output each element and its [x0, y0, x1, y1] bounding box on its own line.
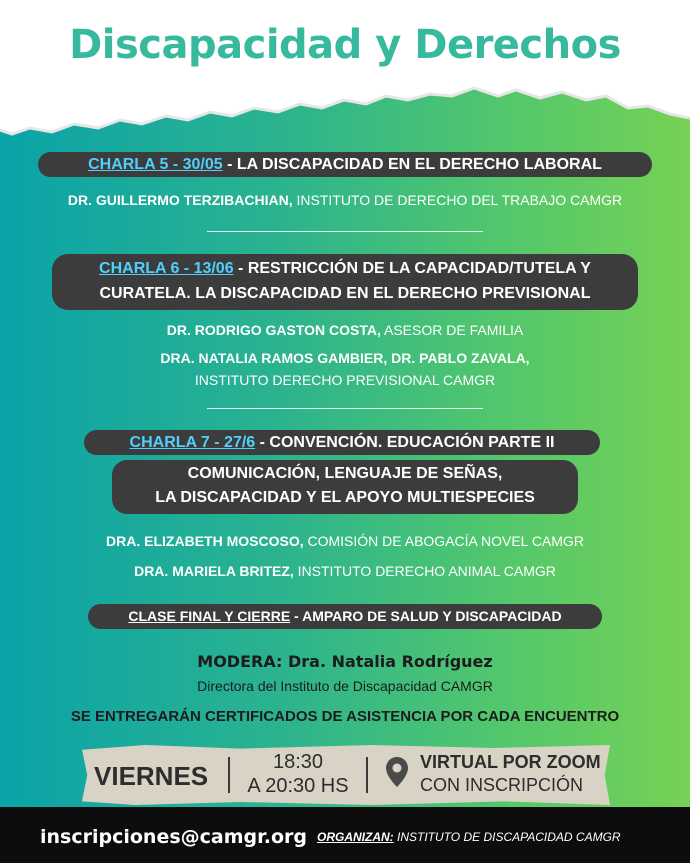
clase-final-header [88, 604, 602, 629]
charla-7-header [84, 430, 600, 455]
banner-place-line-1: VIRTUAL POR ZOOM [420, 752, 601, 772]
charla-5-topic: - LA DISCAPACIDAD EN EL DERECHO LABORAL [222, 156, 602, 173]
banner-place-line-2: CON INSCRIPCIÓN [420, 775, 584, 795]
location-pin-icon [385, 756, 409, 788]
charla-7-topic-line-3: LA DISCAPACIDAD Y EL APOYO MULTIESPECIES [155, 489, 535, 506]
banner-time-line-2: A 20:30 HS [247, 775, 349, 797]
charla-7-speaker-2-line [0, 563, 690, 579]
charla-6-topic-line-2: CURATELA. LA DISCAPACIDAD EN EL DERECHO PREVISIONAL [99, 285, 591, 302]
charla-6-affiliation-2: INSTITUTO DERECHO PREVISIONAL CAMGR [194, 372, 496, 388]
divider [207, 408, 483, 409]
charla-6-header [52, 254, 638, 310]
charla-5-speaker: DR. GUILLERMO TERZIBACHIAN, [67, 192, 293, 208]
organizers [317, 830, 621, 844]
charla-7-topic-box [112, 460, 578, 514]
moderator-heading: MODERA: Dra. Natalia Rodríguez [197, 652, 493, 671]
charla-6-speaker-1-line [0, 322, 690, 338]
charla-7-affiliation-1: COMISIÓN DE ABOGACÍA NOVEL CAMGR [303, 533, 584, 549]
banner-divider [366, 757, 368, 793]
clase-final-topic: - AMPARO DE SALUD Y DISCAPACIDAD [290, 608, 562, 624]
charla-7-topic-line-1: - CONVENCIÓN. EDUCACIÓN PARTE II [255, 434, 555, 451]
charla-5-number: CHARLA 5 - 30/05 [88, 156, 223, 173]
charla-5-affiliation: INSTITUTO DE DERECHO DEL TRABAJO CAMGR [292, 192, 623, 208]
certificates-notice: SE ENTREGARÁN CERTIFICADOS DE ASISTENCIA POR CADA ENCUENTRO [70, 708, 620, 725]
charla-7-affiliation-2: INSTITUTO DERECHO ANIMAL CAMGR [293, 563, 556, 579]
charla-7-speaker-2: DRA. MARIELA BRITEZ, [134, 563, 294, 579]
charla-7-topic-line-2: COMUNICACIÓN, LENGUAJE DE SEÑAS, [187, 465, 503, 482]
charla-7-speaker-1: DRA. ELIZABETH MOSCOSO, [106, 533, 304, 549]
organizers-value: INSTITUTO DE DISCAPACIDAD CAMGR [393, 830, 621, 844]
organizers-label: ORGANIZAN: [317, 830, 394, 844]
contact-email[interactable]: inscripciones@camgr.org [40, 826, 308, 848]
charla-6-affiliation-1: ASESOR DE FAMILIA [380, 322, 524, 338]
charla-7-number: CHARLA 7 - 27/6 [129, 434, 256, 451]
moderator-role: Directora del Instituto de Discapacidad CAMGR [197, 678, 493, 694]
clase-final-label: CLASE FINAL Y CIERRE [128, 608, 291, 624]
charla-6-speaker-1: DR. RODRIGO GASTON COSTA, [166, 322, 381, 338]
charla-5-header [38, 152, 652, 177]
banner-day: VIERNES [94, 761, 209, 791]
charla-7-speaker-1-line [0, 533, 690, 549]
charla-6-speaker-2-line [0, 350, 690, 366]
charla-5-speaker-line [0, 192, 690, 208]
banner-divider [228, 757, 230, 793]
charla-6-speaker-2: DRA. NATALIA RAMOS GAMBIER, DR. PABLO ZAVALA, [160, 350, 530, 366]
charla-6-topic-line-1: - RESTRICCIÓN DE LA CAPACIDAD/TUTELA Y [233, 260, 591, 277]
page-title: Discapacidad y Derechos [69, 22, 621, 68]
divider [207, 231, 483, 232]
banner-time-line-1: 18:30 [272, 751, 324, 773]
charla-6-number: CHARLA 6 - 13/06 [99, 260, 234, 277]
